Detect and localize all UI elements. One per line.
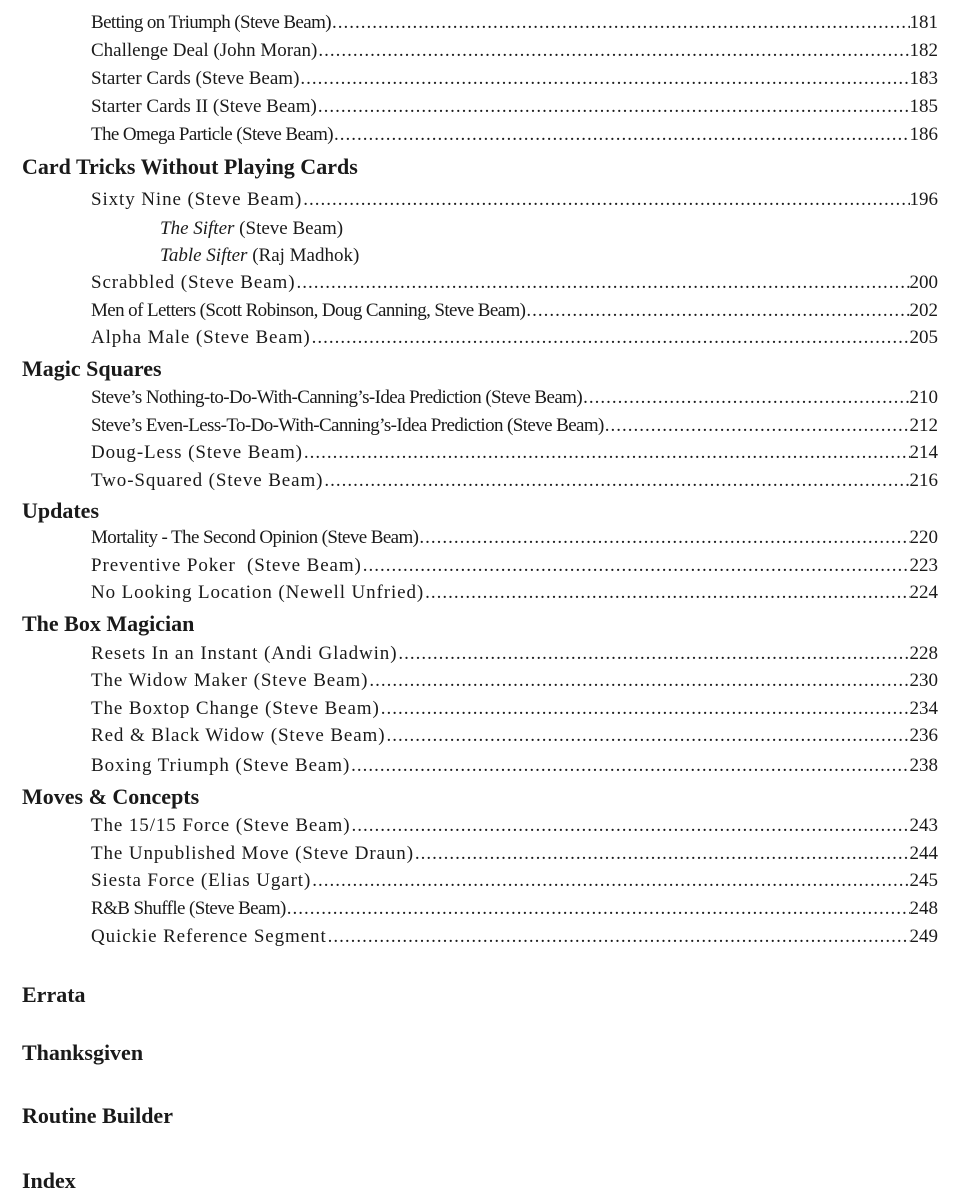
- section-heading-index[interactable]: Index: [22, 1168, 76, 1193]
- toc-entry-page: 245: [909, 870, 938, 891]
- toc-entry-page: 205: [909, 327, 938, 348]
- toc-entry[interactable]: [91, 441, 938, 465]
- toc-entry-page: 224: [909, 582, 938, 603]
- toc-entry[interactable]: [91, 526, 938, 550]
- toc-subentry[interactable]: [160, 244, 359, 268]
- toc-entry-title: Betting on Triumph (Steve Beam): [91, 12, 332, 33]
- toc-entry[interactable]: [91, 724, 938, 748]
- toc-entry-title: Boxing Triumph (Steve Beam): [91, 755, 351, 776]
- toc-subentry-credit: (Steve Beam): [234, 218, 344, 239]
- toc-entry[interactable]: [91, 842, 938, 866]
- toc-entry-page: 249: [909, 926, 938, 947]
- toc-entry-page: 248: [909, 898, 938, 919]
- toc-entry-title: Sixty Nine (Steve Beam): [91, 189, 303, 210]
- toc-entry-page: 230: [909, 670, 938, 691]
- section-heading-magic-squares[interactable]: Magic Squares: [22, 356, 162, 381]
- toc-entry-title: Scrabbled (Steve Beam): [91, 272, 296, 293]
- toc-entry-page: 243: [909, 815, 938, 836]
- toc-entry-title: Challenge Deal (John Moran): [91, 40, 318, 61]
- toc-entry-page: 202: [909, 300, 938, 321]
- toc-entry[interactable]: [91, 39, 938, 63]
- toc-entry-page: 234: [909, 698, 938, 719]
- toc-entry-title: No Looking Location (Newell Unfried): [91, 582, 425, 603]
- toc-entry-page: 216: [909, 470, 938, 491]
- toc-entry-title: The Widow Maker (Steve Beam): [91, 670, 369, 691]
- toc-entry-title: The Unpublished Move (Steve Draun): [91, 843, 414, 864]
- dot-leader: [302, 188, 909, 212]
- section-heading-thanksgiven[interactable]: Thanksgiven: [22, 1040, 144, 1065]
- dot-leader: [350, 754, 909, 778]
- dot-leader: [424, 581, 909, 605]
- toc-entry-page: 220: [909, 527, 938, 548]
- dot-leader: [414, 842, 910, 866]
- toc-subentry-title: Table Sifter: [160, 245, 248, 266]
- toc-entry-page: 186: [909, 124, 938, 145]
- dot-leader: [582, 386, 909, 410]
- toc-entry[interactable]: [91, 386, 938, 410]
- toc-entry[interactable]: [91, 326, 938, 350]
- toc-entry[interactable]: [91, 11, 938, 35]
- toc-entry-title: The Omega Particle (Steve Beam): [91, 124, 334, 145]
- toc-entry[interactable]: [91, 299, 938, 323]
- toc-entry[interactable]: [91, 869, 938, 893]
- toc-entry[interactable]: [91, 67, 938, 91]
- toc-entry-title: Siesta Force (Elias Ugart): [91, 870, 312, 891]
- dot-leader: [331, 11, 909, 35]
- toc-entry-page: 185: [909, 96, 938, 117]
- dot-leader: [317, 95, 910, 119]
- toc-entry-title: Steve’s Even-Less-To-Do-With-Canning’s-Idea Prediction (Steve Beam): [91, 415, 604, 436]
- toc-entry-title: Alpha Male (Steve Beam): [91, 327, 311, 348]
- toc-entry-page: 238: [909, 755, 938, 776]
- dot-leader: [385, 724, 909, 748]
- toc-entry-page: 223: [909, 555, 938, 576]
- toc-entry[interactable]: [91, 414, 938, 438]
- toc-entry-title: Quickie Reference Segment: [91, 926, 327, 947]
- toc-entry-title: Starter Cards II (Steve Beam): [91, 96, 317, 117]
- toc-entry-title: Starter Cards (Steve Beam): [91, 68, 300, 89]
- dot-leader: [418, 526, 909, 550]
- toc-entry[interactable]: [91, 642, 938, 666]
- toc-entry-title: Red & Black Widow (Steve Beam): [91, 725, 386, 746]
- toc-entry-title: Preventive Poker (Steve Beam): [91, 555, 362, 576]
- toc-entry-title: Resets In an Instant (Andi Gladwin): [91, 643, 398, 664]
- toc-entry-page: 236: [909, 725, 938, 746]
- dot-leader: [350, 814, 909, 838]
- toc-entry-page: 181: [909, 12, 938, 33]
- toc-entry[interactable]: [91, 925, 938, 949]
- section-heading-updates[interactable]: Updates: [22, 498, 100, 523]
- toc-entry-title: Steve’s Nothing-to-Do-With-Canning’s-Idea Prediction (Steve Beam): [91, 387, 583, 408]
- dot-leader: [303, 441, 910, 465]
- toc-entry-title: Doug-Less (Steve Beam): [91, 442, 303, 463]
- toc-entry[interactable]: [91, 669, 938, 693]
- toc-entry-page: 182: [909, 40, 938, 61]
- dot-leader: [295, 271, 909, 295]
- toc-entry-page: 244: [909, 843, 938, 864]
- toc-entry[interactable]: [91, 581, 938, 605]
- toc-entry-title: The 15/15 Force (Steve Beam): [91, 815, 351, 836]
- section-heading-box-magician[interactable]: The Box Magician: [22, 611, 195, 636]
- toc-entry[interactable]: [91, 469, 938, 493]
- toc-entry[interactable]: [91, 754, 938, 778]
- toc-entry[interactable]: [91, 814, 938, 838]
- dot-leader: [380, 697, 910, 721]
- toc-entry[interactable]: [91, 188, 938, 212]
- dot-leader: [368, 669, 909, 693]
- toc-entry-page: 183: [909, 68, 938, 89]
- dot-leader: [311, 869, 909, 893]
- toc-entry[interactable]: [91, 271, 938, 295]
- dot-leader: [311, 326, 910, 350]
- section-heading-card-tricks[interactable]: Card Tricks Without Playing Cards: [22, 154, 358, 179]
- section-heading-moves-concepts[interactable]: Moves & Concepts: [22, 784, 200, 809]
- toc-entry-page: 228: [909, 643, 938, 664]
- toc-entry-title: Two-Squared (Steve Beam): [91, 470, 324, 491]
- dot-leader: [323, 469, 909, 493]
- dot-leader: [525, 299, 909, 323]
- dot-leader: [362, 554, 910, 578]
- dot-leader: [317, 39, 909, 63]
- dot-leader: [286, 897, 910, 921]
- toc-subentry[interactable]: [160, 217, 343, 241]
- toc-entry-title: The Boxtop Change (Steve Beam): [91, 698, 380, 719]
- dot-leader: [299, 67, 909, 91]
- toc-entry-title: Men of Letters (Scott Robinson, Doug Canning, Steve Beam): [91, 300, 526, 321]
- toc-entry-page: 214: [909, 442, 938, 463]
- section-heading-routine-builder[interactable]: Routine Builder: [22, 1103, 173, 1128]
- toc-entry-page: 212: [909, 415, 938, 436]
- toc-entry[interactable]: [91, 554, 938, 578]
- toc-entry[interactable]: [91, 697, 938, 721]
- toc-entry[interactable]: [91, 897, 938, 921]
- toc-entry-page: 210: [909, 387, 938, 408]
- dot-leader: [397, 642, 909, 666]
- toc-entry-page: 200: [909, 272, 938, 293]
- toc-entry[interactable]: [91, 123, 938, 147]
- dot-leader: [604, 414, 910, 438]
- toc-entry-title: Mortality - The Second Opinion (Steve Beam): [91, 527, 419, 548]
- dot-leader: [327, 925, 910, 949]
- dot-leader: [333, 123, 909, 147]
- toc-subentry-credit: (Raj Madhok): [247, 245, 360, 266]
- section-heading-errata[interactable]: Errata: [22, 982, 86, 1007]
- toc-subentry-title: The Sifter: [160, 218, 235, 239]
- toc-entry-page: 196: [909, 189, 938, 210]
- toc-entry[interactable]: [91, 95, 938, 119]
- toc-entry-title: R&B Shuffle (Steve Beam): [91, 898, 286, 919]
